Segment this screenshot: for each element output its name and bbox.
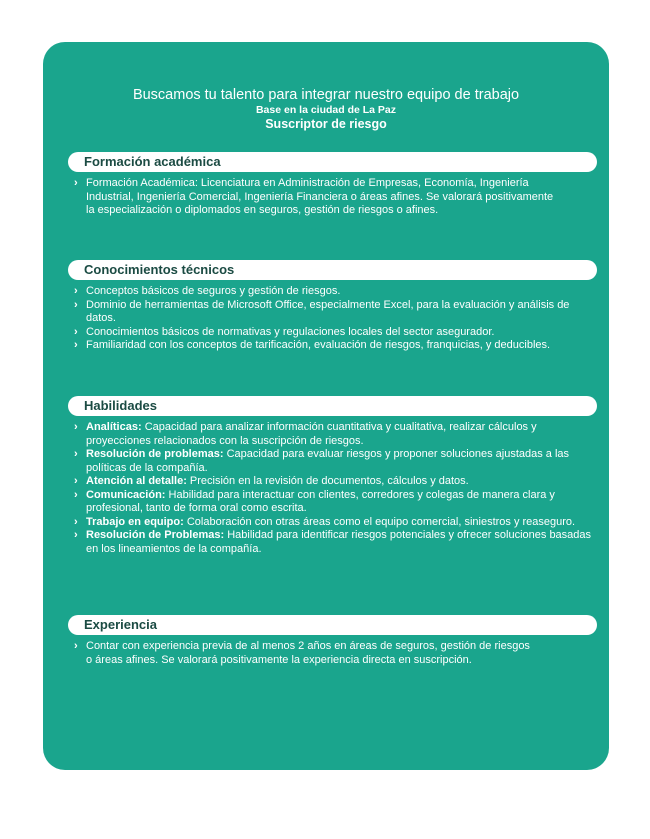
section-formacion <box>68 152 597 218</box>
list-item: › Analíticas: Capacidad para analizar información cuantitativa y cualitativa, realizar cálculos y proyecciones relacionados con la suscripción de riesgos. <box>74 421 537 447</box>
chevron-right-icon: › <box>74 529 78 541</box>
section-experiencia <box>68 615 597 667</box>
list-item: › Resolución de Problemas: Habilidad para identificar riesgos potenciales y ofrecer soluciones basadas en los lineamientos de la compañía. <box>74 529 592 555</box>
section-title: Conocimientos técnicos <box>68 260 597 280</box>
section-title: Formación académica <box>68 152 597 172</box>
list-item: › Dominio de herramientas de Microsoft Office, especialmente Excel, para la evaluación y análisis de datos. <box>74 298 570 324</box>
chevron-right-icon: › <box>74 515 78 528</box>
header <box>43 87 609 132</box>
list-item: › Formación Académica: Licenciatura en Administración de Empresas, Economía, Ingeniería Industrial, Ingeniería Comercial, Ingeniería Financiera o áreas afines. Se valorará positivamente la especialización o diplomados en seguros, gestión de riesgos o afines. <box>74 177 554 216</box>
list-item: › Conceptos básicos de seguros y gestión de riesgos. <box>74 285 341 297</box>
section-title: Experiencia <box>68 615 597 635</box>
section-title: Habilidades <box>68 396 597 416</box>
chevron-right-icon: › <box>74 488 78 501</box>
list-item: › Atención al detalle: Precisión en la revisión de documentos, cálculos y datos. <box>74 475 469 487</box>
list-item: › Familiaridad con los conceptos de tarificación, evaluación de riesgos, franquicias, y deducibles. <box>74 339 551 351</box>
section-conocimientos <box>68 260 597 353</box>
chevron-right-icon: › <box>74 421 78 433</box>
list-item: › Trabajo en equipo: Colaboración con otras áreas como el equipo comercial, siniestros y reaseguro. <box>74 515 576 528</box>
chevron-right-icon: › <box>74 640 78 652</box>
chevron-right-icon: › <box>74 339 78 351</box>
list-item: › Resolución de problemas: Capacidad para evaluar riesgos y proponer soluciones ajustadas a las políticas de la compañía. <box>74 448 570 474</box>
headline: Buscamos tu talento para integrar nuestro equipo de trabajo <box>132 87 520 103</box>
section-habilidades <box>68 396 597 556</box>
chevron-right-icon: › <box>74 448 78 460</box>
chevron-right-icon: › <box>74 298 78 311</box>
chevron-right-icon: › <box>74 475 78 487</box>
job-title: Suscriptor de riesgo <box>265 117 387 131</box>
job-posting-card <box>43 42 609 770</box>
list-item: › Conocimientos básicos de normativas y regulaciones locales del sector asegurador. <box>74 325 495 338</box>
chevron-right-icon: › <box>74 285 78 297</box>
chevron-right-icon: › <box>74 325 78 338</box>
list-item: › Comunicación: Habilidad para interactuar con clientes, corredores y colegas de manera clara y profesional, tanto de forma oral como escrita. <box>74 488 555 514</box>
chevron-right-icon: › <box>74 177 78 189</box>
location: Base en la ciudad de La Paz <box>255 104 397 116</box>
list-item: › Contar con experiencia previa de al menos 2 años en áreas de seguros, gestión de riesgos o áreas afines. Se valorará positivamente la experiencia directa en suscripción. <box>74 640 530 666</box>
